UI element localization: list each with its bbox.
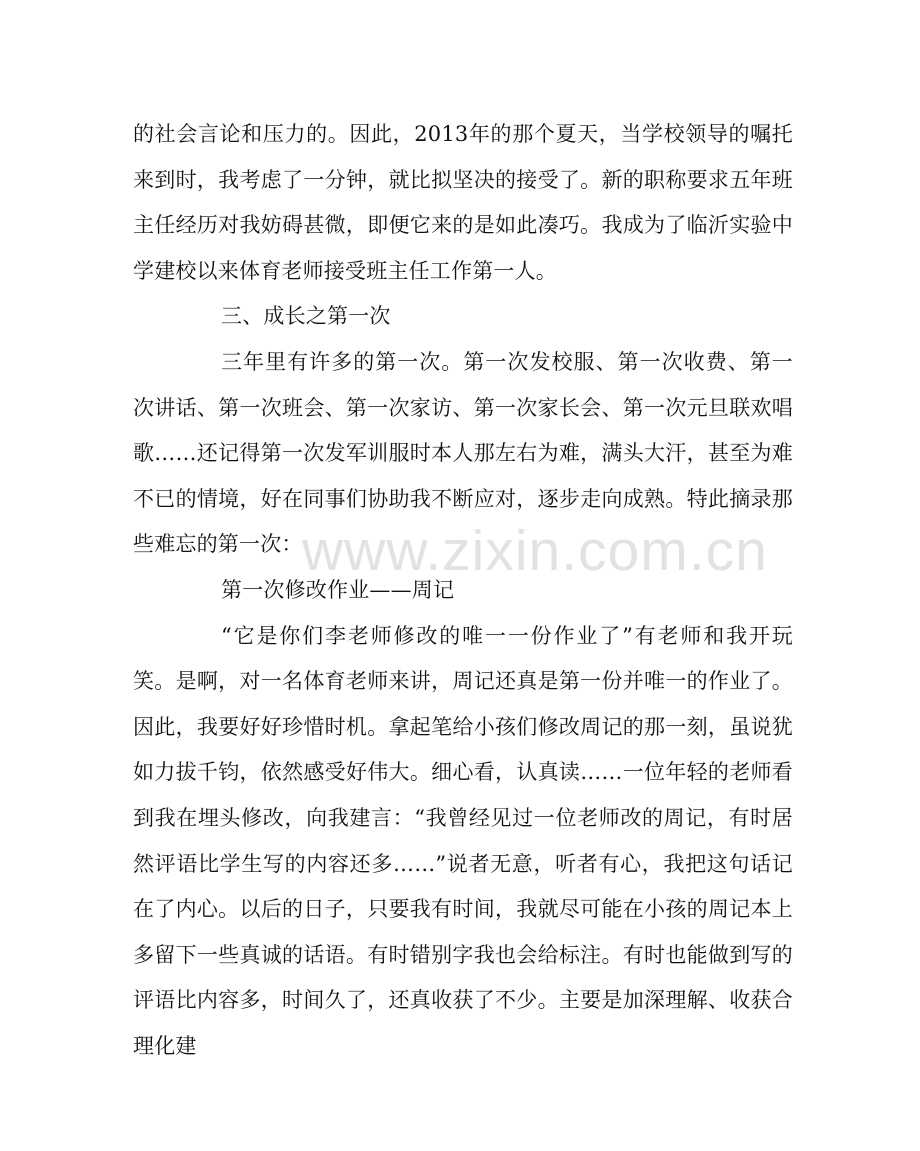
watermark-text: www.zixin.com.cn xyxy=(302,519,768,583)
paragraph-weekly-journal: “它是你们李老师修改的唯一一份作业了”有老师和我开玩笑。是啊，对一名体育老师来讲，周记还真是第一份并唯一的作业了。因此，我要好好珍惜时机。拿起笔给小孩们修改周记的那一刻，虽说犹如力拔千钧，依然感受好伟大。细心看，认真读……一位年轻的老师看到我在埋头修改，向我建言：“我曾经见过一位老师改的周记，有时居然评语比学生写的内容还多……”说者无意，听者有心，我把这句话记在了内心。以后的日子，只要我有时间，我就尽可能在小孩的周记本上多留下一些真诚的话语。有时错别字我也会给标注。有时也能做到写的评语比内容多，时间久了，还真收获了不少。主要是加深理解、收获合理化建 xyxy=(133,623,793,1058)
subheading-first-homework: 第一次修改作业——周记 xyxy=(221,577,455,602)
document-body xyxy=(133,112,793,1069)
paragraph-first-times: 三年里有许多的第一次。第一次发校服、第一次收费、第一次讲话、第一次班会、第一次家访、第一次家长会、第一次元旦联欢唱歌……还记得第一次发军训服时本人那左右为难，满头大汗，甚至为难不已的情境，好在同事们协助我不断应对，逐步走向成熟。特此摘录那些难忘的第一次： xyxy=(133,349,793,557)
paragraph-continuation: 的社会言论和压力的。因此，2013年的那个夏天，当学校领导的嘱托来到时，我考虑了一分钟，就比拟坚决的接受了。新的职称要求五年班主任经历对我妨碍甚微，即便它来的是如此凑巧。我成为了临沂实验中学建校以来体育老师接受班主任工作第一人。 xyxy=(133,122,793,283)
section-heading: 三、成长之第一次 xyxy=(221,304,391,329)
